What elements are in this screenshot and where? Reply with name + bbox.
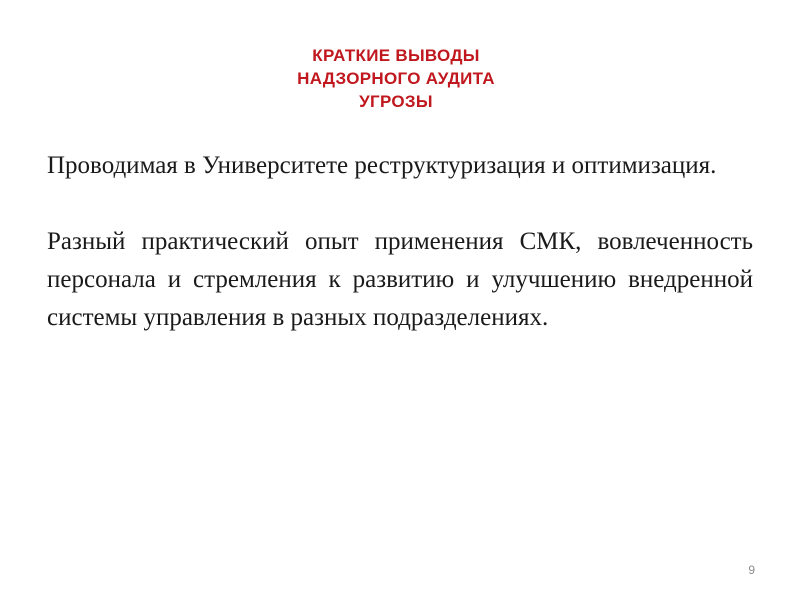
paragraph-restructuring: Проводимая в Университете реструктуризация и оптимизация.	[47, 152, 717, 179]
paragraph-qms-experience: Разный практический опыт применения СМК, вовлеченность персонала и стремления к развитию и улучшению внедренной системы управления в разных подразделениях.	[47, 228, 753, 331]
title-line: НАДЗОРНОГО АУДИТА	[297, 69, 495, 88]
slide-title	[0, 44, 792, 113]
page-number: 9	[748, 563, 755, 577]
slide-body	[47, 147, 753, 337]
title-line: УГРОЗЫ	[359, 92, 433, 111]
title-line: КРАТКИЕ ВЫВОДЫ	[312, 46, 480, 65]
